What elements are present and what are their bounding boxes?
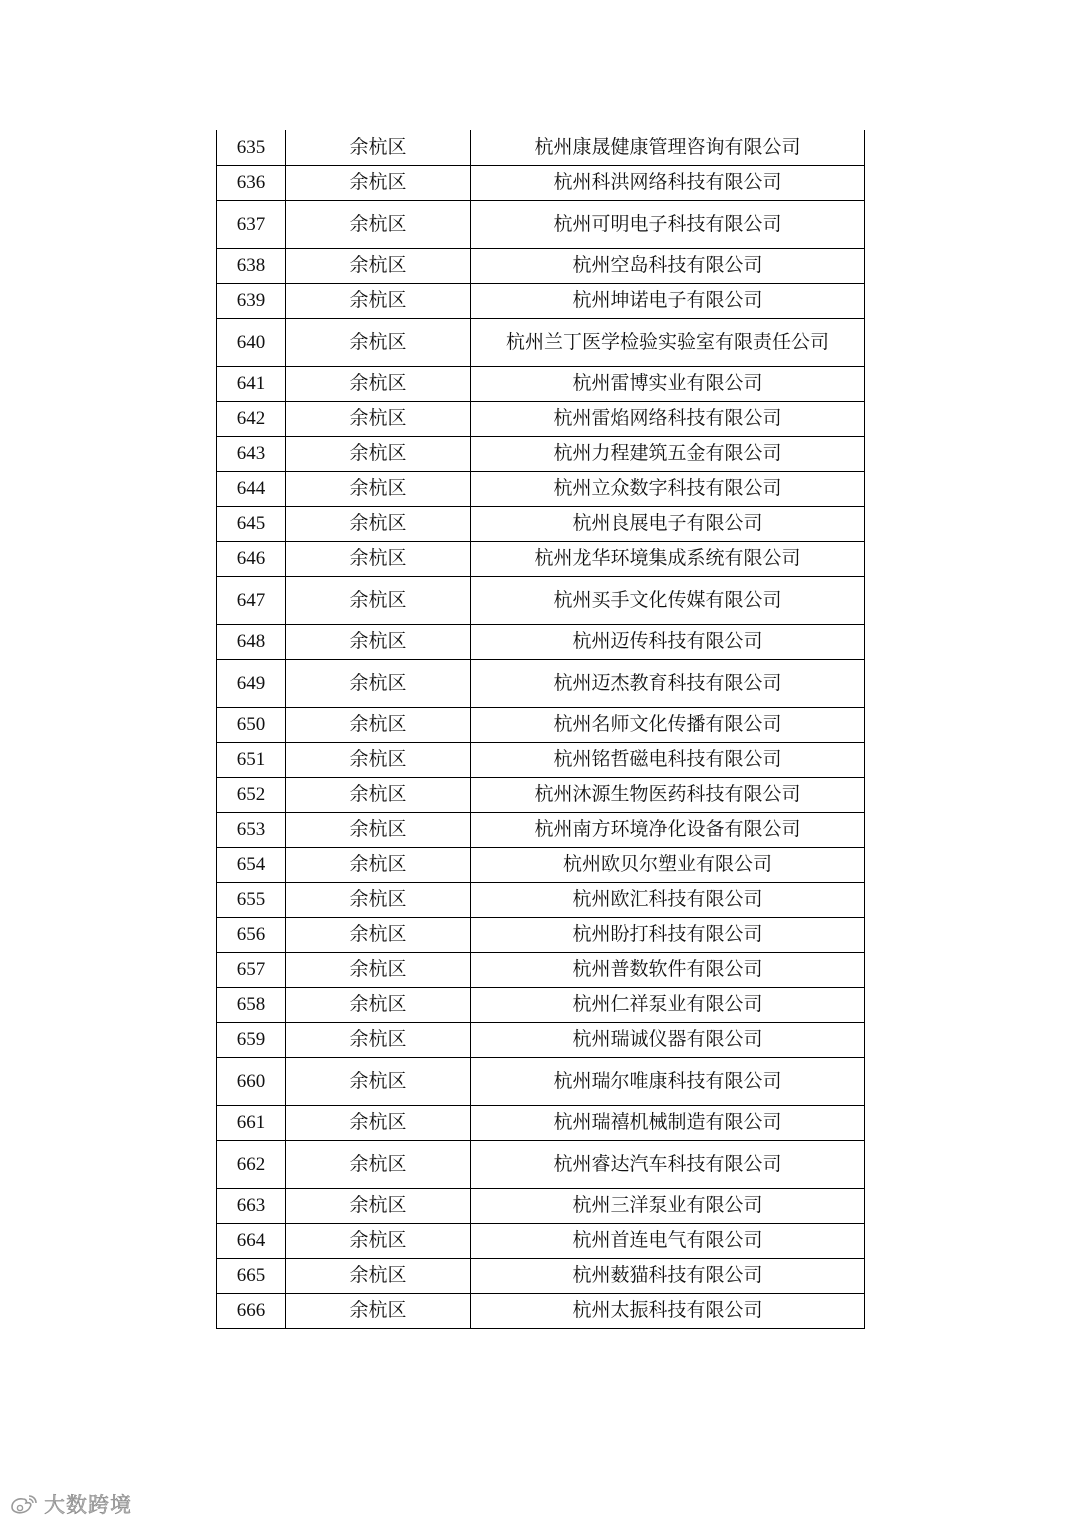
company-name-cell: 杭州迈传科技有限公司 [471, 624, 865, 659]
row-number-cell: 649 [217, 659, 286, 707]
table-row [217, 707, 865, 742]
company-name-cell: 杭州良展电子有限公司 [471, 506, 865, 541]
company-name-cell: 杭州欧汇科技有限公司 [471, 882, 865, 917]
company-name-cell: 杭州龙华环境集成系统有限公司 [471, 541, 865, 576]
table-row [217, 541, 865, 576]
table-row [217, 1293, 865, 1328]
table-row [217, 283, 865, 318]
district-cell: 余杭区 [286, 952, 471, 987]
district-cell: 余杭区 [286, 436, 471, 471]
row-number-cell: 662 [217, 1140, 286, 1188]
district-cell: 余杭区 [286, 987, 471, 1022]
table-row [217, 436, 865, 471]
table-row [217, 1258, 865, 1293]
company-name-cell: 杭州力程建筑五金有限公司 [471, 436, 865, 471]
weibo-style-logo-icon [8, 1493, 38, 1515]
row-number-cell: 659 [217, 1022, 286, 1057]
company-name-cell: 杭州空岛科技有限公司 [471, 248, 865, 283]
row-number-cell: 665 [217, 1258, 286, 1293]
row-number-cell: 651 [217, 742, 286, 777]
company-name-cell: 杭州薮猫科技有限公司 [471, 1258, 865, 1293]
table-row [217, 1223, 865, 1258]
table-row [217, 624, 865, 659]
company-name-cell: 杭州坤诺电子有限公司 [471, 283, 865, 318]
row-number-cell: 664 [217, 1223, 286, 1258]
table-row [217, 248, 865, 283]
company-name-cell: 杭州名师文化传播有限公司 [471, 707, 865, 742]
table-row [217, 847, 865, 882]
district-cell: 余杭区 [286, 624, 471, 659]
row-number-cell: 640 [217, 318, 286, 366]
row-number-cell: 636 [217, 165, 286, 200]
table-row [217, 576, 865, 624]
row-number-cell: 660 [217, 1057, 286, 1105]
table-row [217, 471, 865, 506]
district-cell: 余杭区 [286, 165, 471, 200]
district-cell: 余杭区 [286, 847, 471, 882]
row-number-cell: 635 [217, 130, 286, 165]
company-name-cell: 杭州太振科技有限公司 [471, 1293, 865, 1328]
company-name-cell: 杭州欧贝尔塑业有限公司 [471, 847, 865, 882]
row-number-cell: 650 [217, 707, 286, 742]
district-cell: 余杭区 [286, 777, 471, 812]
company-name-cell: 杭州瑞尔唯康科技有限公司 [471, 1057, 865, 1105]
row-number-cell: 663 [217, 1188, 286, 1223]
table-row [217, 1188, 865, 1223]
company-list-table [216, 130, 865, 1329]
table-row [217, 165, 865, 200]
company-name-cell: 杭州南方环境净化设备有限公司 [471, 812, 865, 847]
table-row [217, 882, 865, 917]
row-number-cell: 653 [217, 812, 286, 847]
table-row [217, 1022, 865, 1057]
row-number-cell: 655 [217, 882, 286, 917]
table-row [217, 777, 865, 812]
company-name-cell: 杭州盼打科技有限公司 [471, 917, 865, 952]
company-name-cell: 杭州睿达汽车科技有限公司 [471, 1140, 865, 1188]
row-number-cell: 652 [217, 777, 286, 812]
row-number-cell: 647 [217, 576, 286, 624]
district-cell: 余杭区 [286, 576, 471, 624]
district-cell: 余杭区 [286, 742, 471, 777]
row-number-cell: 639 [217, 283, 286, 318]
company-name-cell: 杭州沐源生物医药科技有限公司 [471, 777, 865, 812]
company-name-cell: 杭州康晟健康管理咨询有限公司 [471, 130, 865, 165]
row-number-cell: 641 [217, 366, 286, 401]
row-number-cell: 656 [217, 917, 286, 952]
row-number-cell: 646 [217, 541, 286, 576]
row-number-cell: 637 [217, 200, 286, 248]
company-name-cell: 杭州仁祥泵业有限公司 [471, 987, 865, 1022]
row-number-cell: 658 [217, 987, 286, 1022]
company-name-cell: 杭州兰丁医学检验实验室有限责任公司 [471, 318, 865, 366]
row-number-cell: 644 [217, 471, 286, 506]
district-cell: 余杭区 [286, 1057, 471, 1105]
table-row [217, 742, 865, 777]
row-number-cell: 643 [217, 436, 286, 471]
district-cell: 余杭区 [286, 917, 471, 952]
table-row [217, 1057, 865, 1105]
district-cell: 余杭区 [286, 130, 471, 165]
district-cell: 余杭区 [286, 812, 471, 847]
watermark-text: 大数跨境 [44, 1493, 132, 1517]
table-row [217, 366, 865, 401]
row-number-cell: 648 [217, 624, 286, 659]
district-cell: 余杭区 [286, 1188, 471, 1223]
company-name-cell: 杭州买手文化传媒有限公司 [471, 576, 865, 624]
company-name-cell: 杭州雷博实业有限公司 [471, 366, 865, 401]
table-row [217, 917, 865, 952]
district-cell: 余杭区 [286, 1105, 471, 1140]
district-cell: 余杭区 [286, 1223, 471, 1258]
company-name-cell: 杭州瑞禧机械制造有限公司 [471, 1105, 865, 1140]
table-row [217, 659, 865, 707]
row-number-cell: 642 [217, 401, 286, 436]
table-row [217, 401, 865, 436]
district-cell: 余杭区 [286, 1022, 471, 1057]
company-name-cell: 杭州雷焰网络科技有限公司 [471, 401, 865, 436]
table-row [217, 952, 865, 987]
table-row [217, 130, 865, 165]
company-name-cell: 杭州瑞诚仪器有限公司 [471, 1022, 865, 1057]
table-row [217, 1140, 865, 1188]
district-cell: 余杭区 [286, 1258, 471, 1293]
company-name-cell: 杭州首连电气有限公司 [471, 1223, 865, 1258]
district-cell: 余杭区 [286, 401, 471, 436]
row-number-cell: 645 [217, 506, 286, 541]
row-number-cell: 666 [217, 1293, 286, 1328]
table-row [217, 200, 865, 248]
row-number-cell: 654 [217, 847, 286, 882]
district-cell: 余杭区 [286, 1293, 471, 1328]
district-cell: 余杭区 [286, 248, 471, 283]
company-name-cell: 杭州普数软件有限公司 [471, 952, 865, 987]
district-cell: 余杭区 [286, 318, 471, 366]
company-name-cell: 杭州迈杰教育科技有限公司 [471, 659, 865, 707]
watermark [8, 1490, 132, 1518]
row-number-cell: 657 [217, 952, 286, 987]
table-row [217, 987, 865, 1022]
table-row [217, 318, 865, 366]
company-list-body [217, 130, 865, 1328]
district-cell: 余杭区 [286, 366, 471, 401]
company-name-cell: 杭州立众数字科技有限公司 [471, 471, 865, 506]
table-row [217, 506, 865, 541]
table-row [217, 812, 865, 847]
district-cell: 余杭区 [286, 471, 471, 506]
district-cell: 余杭区 [286, 506, 471, 541]
district-cell: 余杭区 [286, 707, 471, 742]
company-name-cell: 杭州可明电子科技有限公司 [471, 200, 865, 248]
company-name-cell: 杭州三洋泵业有限公司 [471, 1188, 865, 1223]
company-name-cell: 杭州科洪网络科技有限公司 [471, 165, 865, 200]
district-cell: 余杭区 [286, 882, 471, 917]
district-cell: 余杭区 [286, 283, 471, 318]
row-number-cell: 661 [217, 1105, 286, 1140]
row-number-cell: 638 [217, 248, 286, 283]
table-row [217, 1105, 865, 1140]
company-name-cell: 杭州铭哲磁电科技有限公司 [471, 742, 865, 777]
district-cell: 余杭区 [286, 200, 471, 248]
district-cell: 余杭区 [286, 541, 471, 576]
district-cell: 余杭区 [286, 659, 471, 707]
district-cell: 余杭区 [286, 1140, 471, 1188]
